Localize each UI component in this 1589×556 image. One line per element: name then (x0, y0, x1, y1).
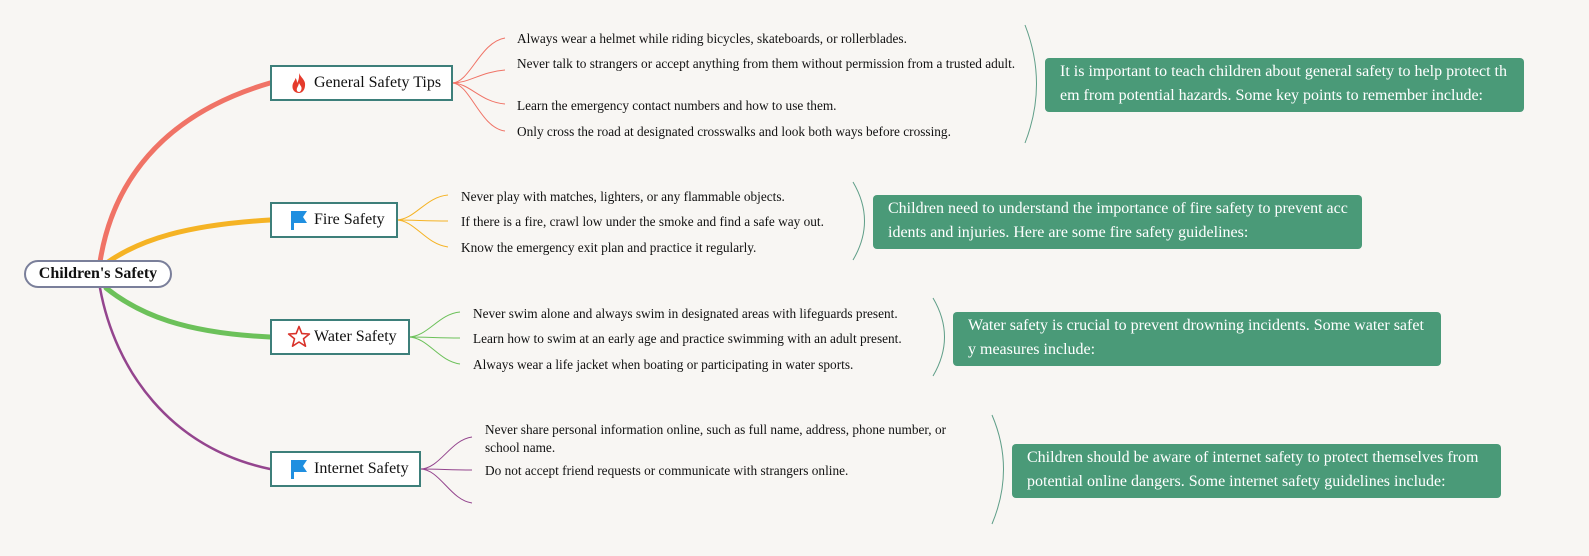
tip-item[interactable]: Learn the emergency contact numbers and how to use them. (517, 98, 837, 113)
tip-item[interactable]: Always wear a life jacket when boating or participating in water sports. (473, 357, 854, 372)
tip-item[interactable]: Never play with matches, lighters, or any flammable objects. (461, 189, 785, 204)
fire-icon (286, 70, 312, 96)
connectors-water (408, 312, 460, 364)
branch-internet (100, 288, 270, 469)
branch-water (106, 288, 270, 337)
connectors-general (452, 38, 505, 131)
tip-item[interactable]: Never swim alone and always swim in designated areas with lifeguards present. (473, 306, 898, 321)
connectors-fire (396, 195, 448, 247)
summary-note-general[interactable]: It is important to teach children about general safety to help protect them from potential hazards. Some key points to remember include: (1045, 58, 1524, 112)
tip-item[interactable]: Know the emergency exit plan and practice it regularly. (461, 240, 757, 255)
topic-label: Water Safety (314, 328, 397, 345)
topic-internet-safety[interactable] (270, 451, 421, 487)
tip-item[interactable]: Never share personal information online, such as full name, address, phone number, or school name. (485, 422, 947, 455)
topic-water-safety[interactable] (270, 319, 410, 355)
topic-label: Fire Safety (314, 211, 385, 228)
summary-note-internet[interactable]: Children should be aware of internet safety to protect themselves from potential online dangers. Some internet safety guidelines include: (1012, 444, 1501, 498)
flag-icon (286, 456, 312, 482)
root-label: Children's Safety (38, 265, 158, 282)
star-icon (286, 324, 312, 350)
connectors-internet (420, 437, 472, 503)
topic-label: General Safety Tips (314, 74, 442, 91)
flag-icon (286, 207, 312, 233)
tip-item[interactable]: Only cross the road at designated crosswalks and look both ways before crossing. (517, 124, 951, 139)
tip-item[interactable]: Do not accept friend requests or communicate with strangers online. (485, 463, 849, 478)
summary-note-fire[interactable]: Children need to understand the importance of fire safety to prevent accidents and injuries. Here are some fire safety guidelines: (873, 195, 1362, 249)
topic-fire-safety[interactable] (270, 202, 398, 238)
tip-item[interactable]: Always wear a helmet while riding bicycles, skateboards, or rollerblades. (517, 31, 907, 46)
branch-general (100, 83, 270, 262)
summary-note-water[interactable]: Water safety is crucial to prevent drowning incidents. Some water safety measures include: (953, 312, 1441, 366)
topic-general-safety[interactable] (270, 65, 453, 101)
tip-item[interactable]: Never talk to strangers or accept anything from them without permission from a trusted adult. (517, 56, 1016, 71)
branch-fire (108, 220, 270, 262)
root-topic[interactable] (24, 260, 172, 288)
tip-item[interactable]: Learn how to swim at an early age and practice swimming with an adult present. (473, 331, 902, 346)
tip-item[interactable]: If there is a fire, crawl low under the smoke and find a safe way out. (461, 214, 824, 229)
topic-label: Internet Safety (314, 460, 409, 477)
